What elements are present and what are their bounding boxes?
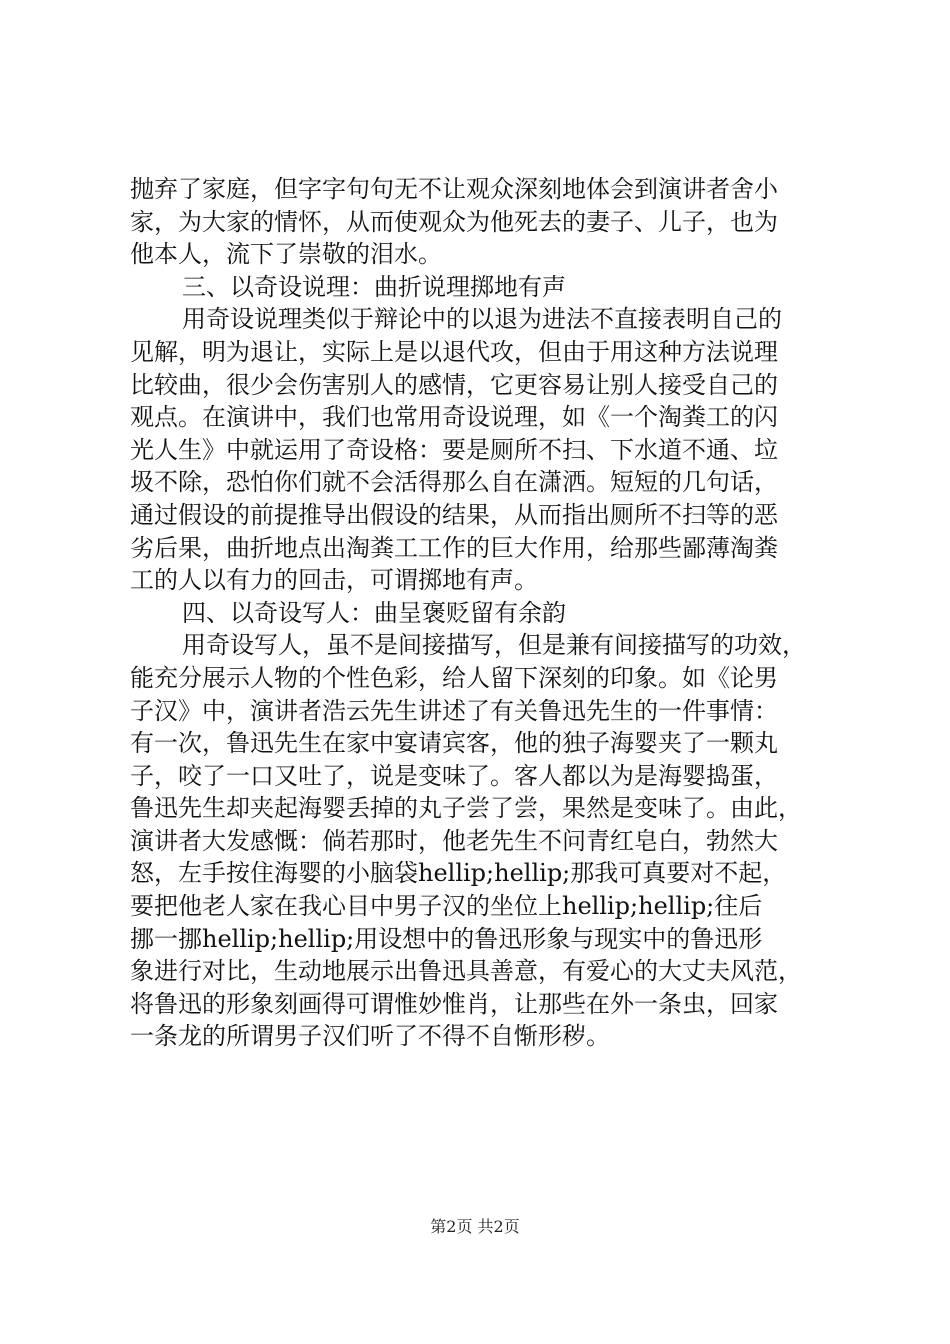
body-line: 有一次，鲁迅先生在家中宴请宾客，他的独子海婴夹了一颗丸 — [130, 729, 778, 758]
body-line: 见解，明为退让，实际上是以退代攻，但由于用这种方法说理 — [130, 337, 778, 366]
body-line: 用奇设说理类似于辩论中的以退为进法不直接表明自己的 — [182, 305, 782, 334]
body-line: 他本人，流下了崇敬的泪水。 — [130, 240, 442, 269]
body-line: 工的人以有力的回击，可谓掷地有声。 — [130, 566, 538, 595]
section-heading: 三、以奇设说理：曲折说理掷地有声 — [182, 272, 566, 301]
body-line: 观点。在演讲中，我们也常用奇设说理，如《一个淘粪工的闪 — [130, 403, 778, 432]
body-line: 能充分展示人物的个性色彩，给人留下深刻的印象。如《论男 — [130, 663, 778, 692]
body-line: 子汉》中，演讲者浩云先生讲述了有关鲁迅先生的一件事情： — [130, 696, 778, 725]
body-line: 鲁迅先生却夹起海婴丢掉的丸子尝了尝，果然是变味了。由此， — [130, 794, 802, 823]
section-heading: 四、以奇设写人：曲呈褒贬留有余韵 — [182, 598, 566, 627]
body-line: 象进行对比，生动地展示出鲁迅具善意，有爱心的大丈夫风范， — [130, 957, 802, 986]
body-line: 光人生》中就运用了奇设格：要是厕所不扫、下水道不通、垃 — [130, 435, 778, 464]
body-line: 将鲁迅的形象刻画得可谓惟妙惟肖，让那些在外一条虫，回家 — [130, 989, 778, 1018]
body-line: 抛弃了家庭，但字字句句无不让观众深刻地体会到演讲者舍小 — [130, 175, 778, 203]
body-text — [130, 173, 830, 1053]
body-line: 圾不除，恐怕你们就不会活得那么自在潇洒。短短的几句话， — [130, 468, 778, 497]
body-line: 家，为大家的情怀，从而使观众为他死去的妻子、儿子，也为 — [130, 207, 778, 236]
body-line: 演讲者大发感慨：倘若那时，他老先生不问青红皂白，勃然大 — [130, 826, 778, 855]
page-number-footer: 第2页 共2页 — [430, 1217, 520, 1236]
body-line: 怒，左手按住海婴的小脑袋hellip;hellip;那我可真要对不起， — [130, 859, 787, 888]
body-line: 用奇设写人，虽不是间接描写，但是兼有间接描写的功效， — [182, 631, 806, 660]
body-line: 一条龙的所谓男子汉们听了不得不自惭形秽。 — [130, 1022, 610, 1051]
body-line: 要把他老人家在我心目中男子汉的坐位上hellip;hellip;往后 — [130, 892, 763, 921]
body-line: 比较曲，很少会伤害别人的感情，它更容易让别人接受自己的 — [130, 370, 778, 399]
body-line: 通过假设的前提推导出假设的结果，从而指出厕所不扫等的恶 — [130, 500, 778, 529]
body-line: 劣后果，曲折地点出淘粪工工作的巨大作用，给那些鄙薄淘粪 — [130, 533, 778, 562]
body-line: 挪一挪hellip;hellip;用设想中的鲁迅形象与现实中的鲁迅形 — [130, 924, 763, 953]
body-line: 子，咬了一口又吐了，说是变味了。客人都以为是海婴捣蛋， — [130, 761, 778, 790]
